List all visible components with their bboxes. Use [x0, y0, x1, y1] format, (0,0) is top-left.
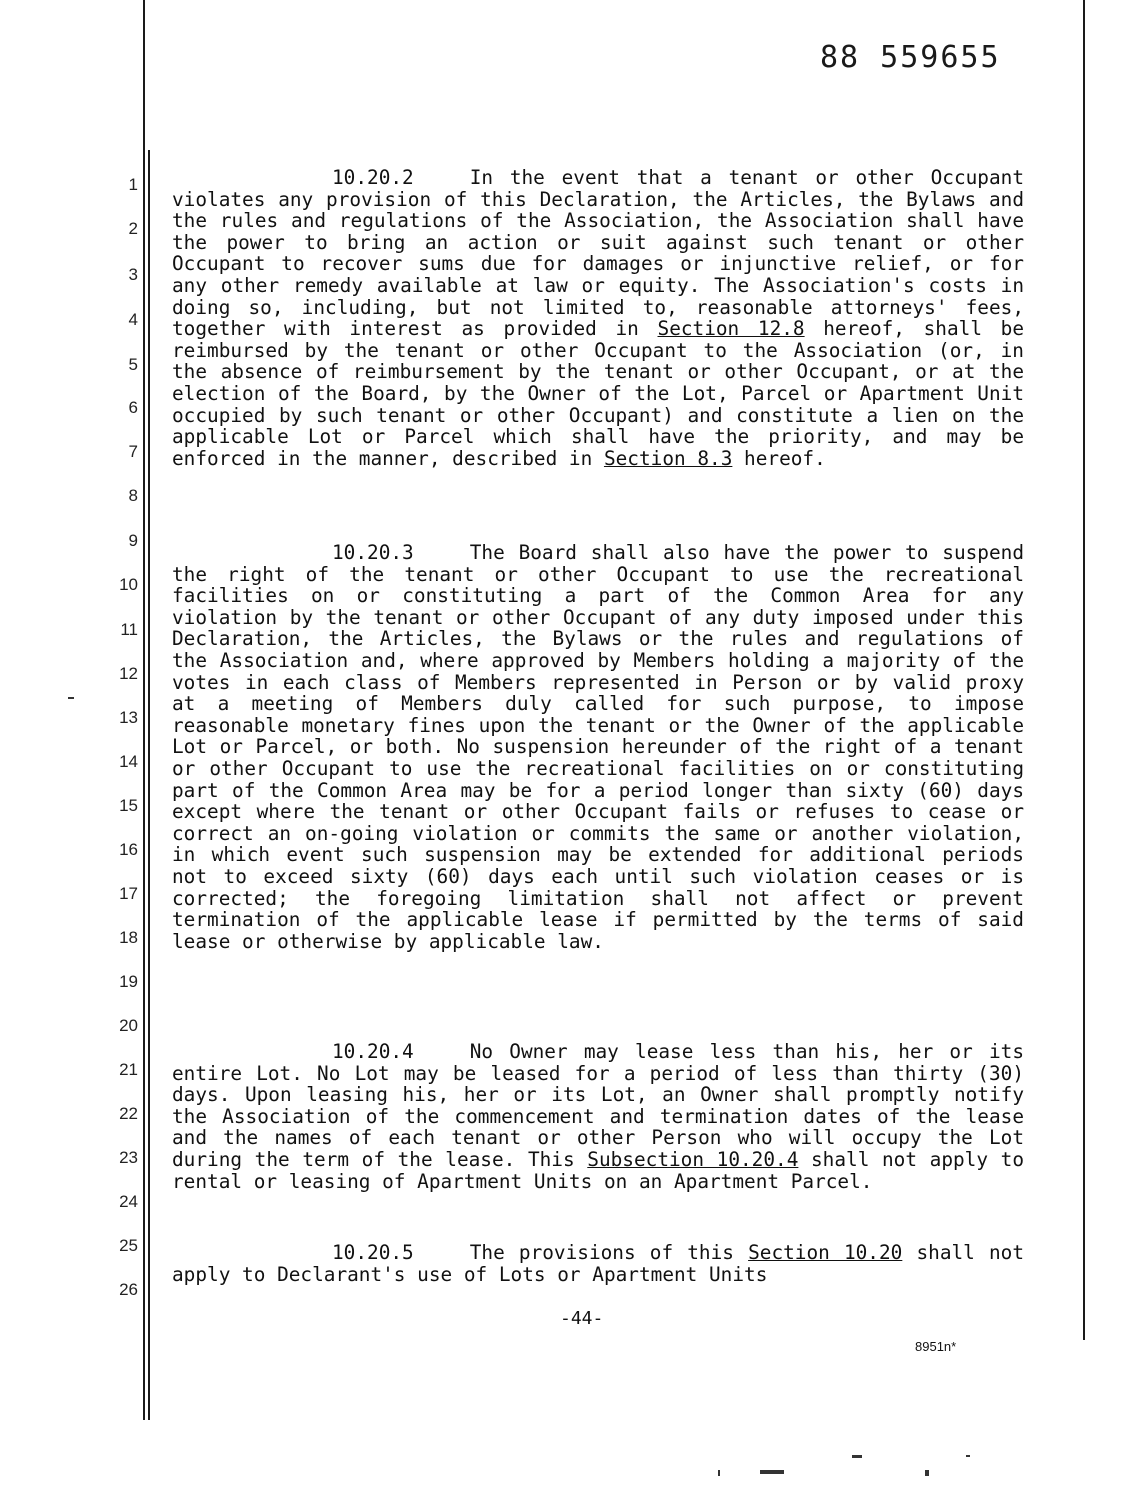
- paragraph-text: The provisions of this: [469, 1241, 749, 1264]
- line-number: 16: [119, 840, 138, 859]
- section-number: 10.20.2: [332, 166, 414, 189]
- document-code: 8951n*: [915, 1339, 957, 1354]
- line-number: 2: [128, 219, 138, 238]
- line-number: 12: [119, 664, 138, 683]
- scan-mark: [68, 697, 74, 699]
- paragraph-10-20-3: [172, 542, 1024, 952]
- line-number: 7: [128, 442, 138, 461]
- section-number: 10.20.5: [332, 1241, 414, 1264]
- paragraph: [172, 167, 1024, 469]
- line-number: 1: [128, 175, 138, 194]
- page-number: -44-: [560, 1308, 604, 1329]
- line-number: 8: [128, 486, 138, 505]
- line-number: 6: [128, 398, 138, 417]
- scan-mark: [718, 1470, 720, 1476]
- paragraph-text: shall not apply to Declarant's use of Lots or Apartment Units: [172, 1241, 1024, 1286]
- line-number: 5: [128, 355, 138, 374]
- line-number: 10: [119, 575, 138, 594]
- scan-mark: [925, 1470, 929, 1476]
- line-number: 22: [119, 1104, 138, 1123]
- section-number: 10.20.4: [332, 1040, 414, 1063]
- paragraph-text: hereof, shall be reimbursed by the tenant or other Occupant to the Association (or, in the absence of reimbursement by the tenant or other Occupant, or at the election of the Board, by the Owner of the Lot, Parcel or Apartment Unit occupied by such tenant or other Occupant) and constitute a lien on the applicable Lot or Parcel which shall have the priority, and may be enforced in the manner, described in: [172, 317, 1024, 470]
- line-number: 23: [119, 1148, 138, 1167]
- section-reference: Subsection 10.20.4: [587, 1147, 799, 1171]
- paragraph-text: In the event that a tenant or other Occupant violates any provision of this Declaration, the Articles, the Bylaws and the rules and regulations of the Association, the Association shall have the power to bring an action or suit against such tenant or other Occupant to recover sums due for damages or injunctive relief, or for any other remedy available at law or equity. The Association's costs in doing so, including, but not limited to, reasonable attorneys' fees, together with interest as provided in: [172, 166, 1024, 341]
- line-number: 26: [119, 1280, 138, 1299]
- left-margin-rule-inner: [148, 150, 150, 1420]
- scan-mark: [760, 1470, 784, 1474]
- document-number: 88 559655: [820, 40, 1001, 75]
- scan-mark: [852, 1455, 862, 1458]
- line-number: 25: [119, 1236, 138, 1255]
- section-reference: Section 8.3: [603, 446, 733, 470]
- paragraph-text: hereof.: [732, 446, 826, 470]
- paragraph: [172, 1041, 1024, 1192]
- paragraph-text: shall not apply to rental or leasing of Apartment Units on an Apartment Parcel.: [172, 1147, 1024, 1193]
- paragraph-10-20-5: [172, 1242, 1024, 1285]
- line-number: 19: [119, 972, 138, 991]
- section-number: 10.20.3: [332, 541, 414, 564]
- paragraph: [172, 1242, 1024, 1285]
- right-margin-rule: [1083, 0, 1085, 1340]
- line-number: 13: [119, 708, 138, 727]
- paragraph-10-20-4: [172, 1041, 1024, 1192]
- line-number: 9: [128, 531, 138, 550]
- line-number: 15: [119, 796, 138, 815]
- line-number: 11: [120, 620, 138, 639]
- line-number: 20: [119, 1016, 138, 1035]
- line-number: 21: [119, 1060, 138, 1079]
- left-margin-rule-outer: [143, 0, 145, 1420]
- line-number: 4: [128, 310, 138, 329]
- line-number: 17: [119, 884, 138, 903]
- paragraph-text: The Board shall also have the power to suspend the right of the tenant or other Occupant to use the recreational facilities on or constituting a part of the Common Area for any violation by the tenant or other Occupant of any duty imposed under this Declaration, the Articles, the Bylaws or the rules and regulations of the Association and, where approved by Members holding a majority of the votes in each class of Members represented in Person or by valid proxy at a meeting of Members duly called for such purpose, to impose reasonable monetary fines upon the tenant or the Owner of the applicable Lot or Parcel, or both. No suspension hereunder of the right of a tenant or other Occupant to use the recreational facilities on or constituting part of the Common Area may be for a period longer than sixty (60) days except where the tenant or other Occupant fails or refuses to cease or correct an on-going violation or commits the same or another violation, in which event such suspension may be extended for additional periods not to exceed sixty (60) days each until such violation ceases or is corrected; the foregoing limitation shall not affect or prevent termination of the applicable lease if permitted by the terms of said lease or otherwise by applicable law.: [172, 541, 1024, 953]
- paragraph-10-20-2: [172, 167, 1024, 469]
- line-number: 14: [119, 752, 138, 771]
- section-reference: Section 10.20: [748, 1241, 903, 1264]
- paragraph-text: No Owner may lease less than his, her or its entire Lot. No Lot may be leased for a period of less than thirty (30) days. Upon leasing his, her or its Lot, an Owner shall promptly notify the Association of the commencement and termination dates of the lease and the names of each tenant or other Person who will occupy the Lot during the term of the lease. This: [172, 1040, 1024, 1171]
- line-number: 24: [119, 1192, 138, 1211]
- line-number: 3: [128, 265, 138, 284]
- scan-mark: [966, 1455, 970, 1457]
- paragraph: [172, 542, 1024, 952]
- line-number: 18: [119, 928, 138, 947]
- section-reference: Section 12.8: [657, 317, 805, 341]
